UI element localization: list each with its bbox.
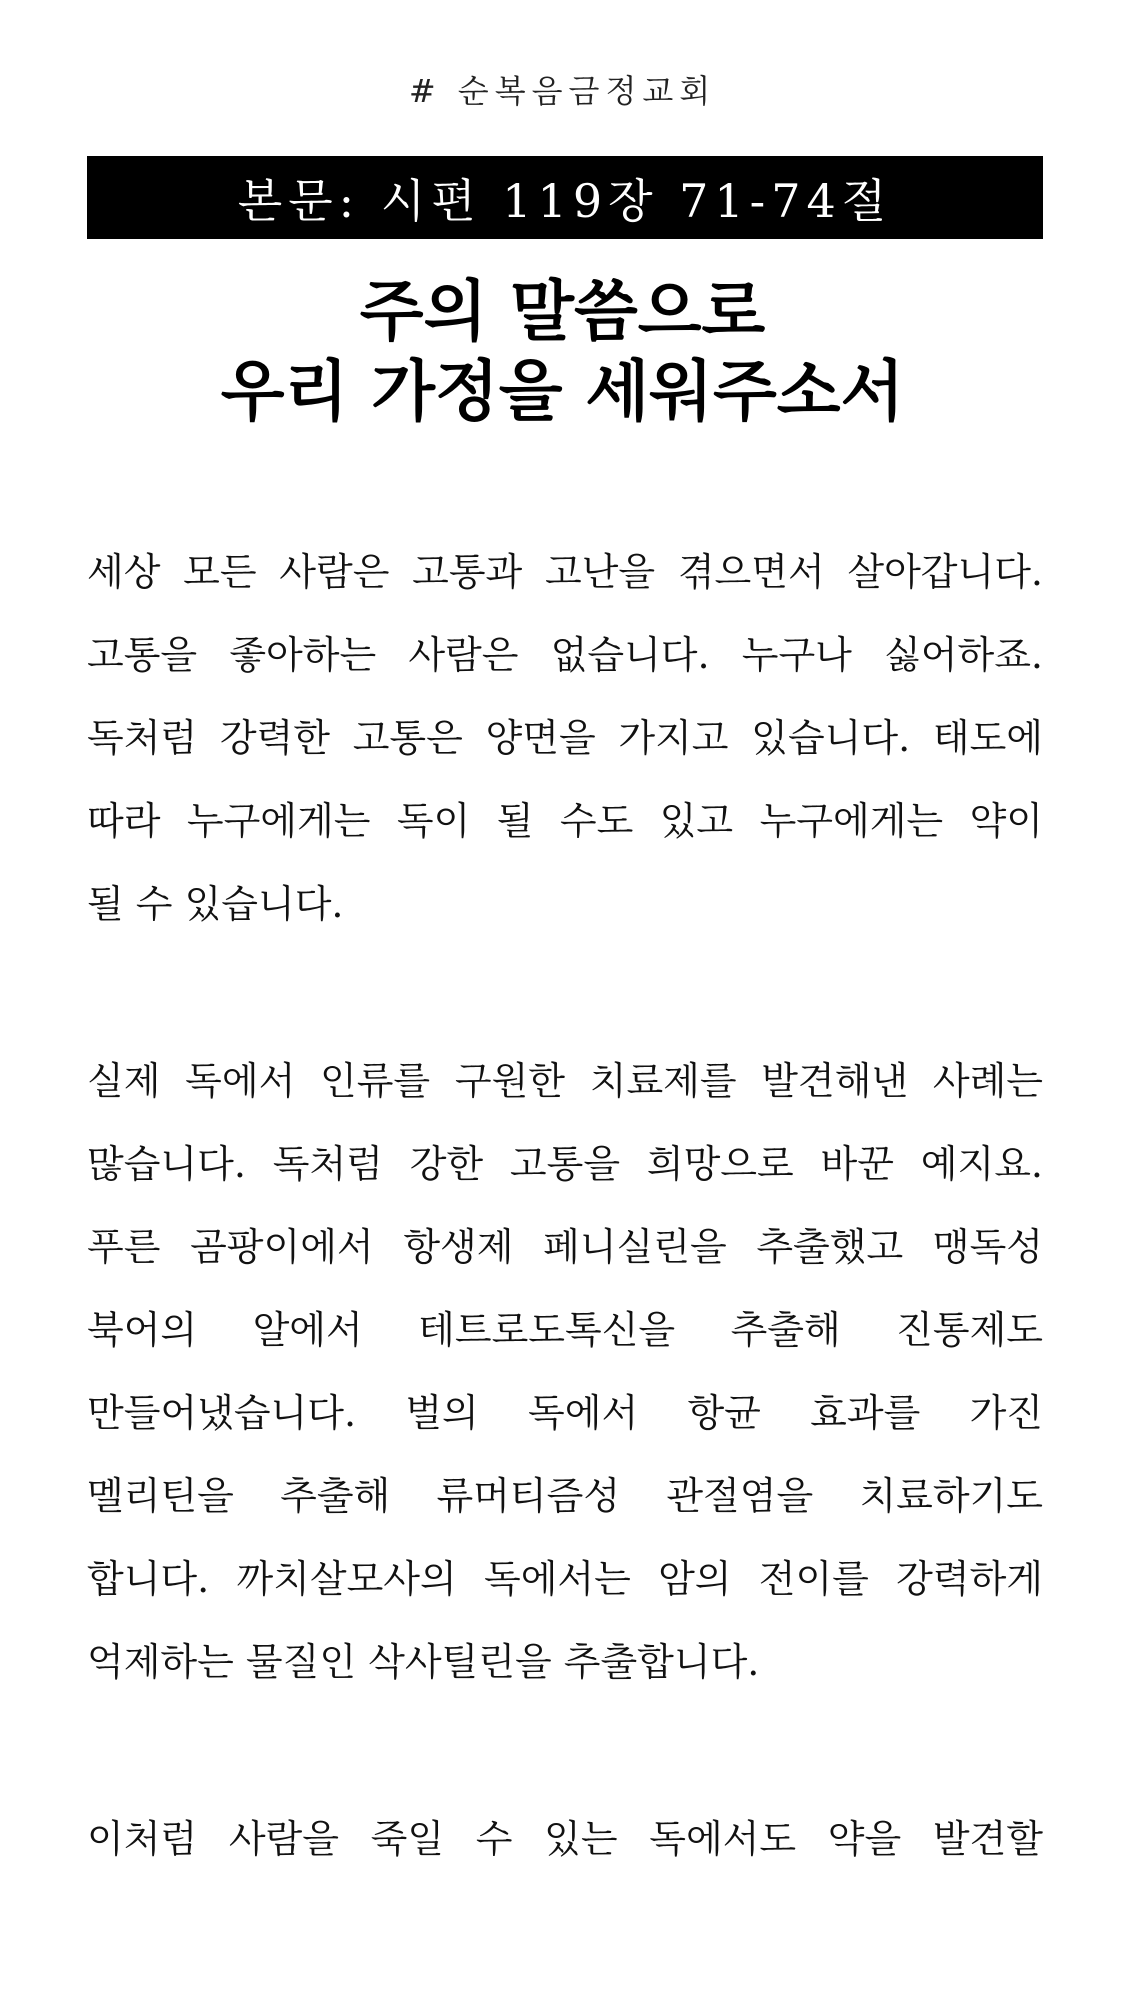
sermon-title-line-1: 주의 말씀으로 (359, 273, 766, 350)
scripture-reference: 본문: 시편 119장 71-74절 (237, 173, 893, 228)
paragraph-2 (87, 1040, 1043, 1704)
paragraph-line: 고통을 좋아하는 사람은 없습니다. 누구나 싫어하죠. (87, 633, 1043, 677)
paragraph-line: 이처럼 사람을 죽일 수 있는 독에서도 약을 발견할 (87, 1817, 1043, 1861)
church-hashtag: # 순복음금정교회 (408, 72, 717, 110)
paragraph-line: 실제 독에서 인류를 구원한 치료제를 발견해낸 사례는 (87, 1059, 1043, 1103)
paragraph-line: 많습니다. 독처럼 강한 고통을 희망으로 바꾼 예지요. (87, 1142, 1043, 1186)
paragraph-line: 만들어냈습니다. 벌의 독에서 항균 효과를 가진 (87, 1391, 1043, 1435)
paragraph-line: 북어의 알에서 테트로도톡신을 추출해 진통제도 (87, 1308, 1043, 1352)
paragraph-line: 될 수 있습니다. (87, 882, 344, 926)
paragraph-1 (87, 531, 1043, 946)
paragraph-line: 멜리틴을 추출해 류머티즘성 관절염을 치료하기도 (87, 1474, 1043, 1518)
sermon-title (0, 272, 1125, 432)
paragraph-line: 독처럼 강력한 고통은 양면을 가지고 있습니다. 태도에 (87, 716, 1043, 760)
paragraph-line: 합니다. 까치살모사의 독에서는 암의 전이를 강력하게 (87, 1557, 1043, 1601)
paragraph-line: 푸른 곰팡이에서 항생제 페니실린을 추출했고 맹독성 (87, 1225, 1043, 1269)
paragraph-line: 세상 모든 사람은 고통과 고난을 겪으면서 살아갑니다. (87, 550, 1043, 594)
sermon-title-line-2: 우리 가정을 세워주소서 (220, 353, 905, 430)
scripture-banner (87, 156, 1043, 239)
paragraph-line: 억제하는 물질인 삭사틸린을 추출합니다. (87, 1640, 760, 1684)
paragraph-line: 따라 누구에게는 독이 될 수도 있고 누구에게는 약이 (87, 799, 1043, 843)
paragraph-3 (87, 1798, 1043, 1881)
